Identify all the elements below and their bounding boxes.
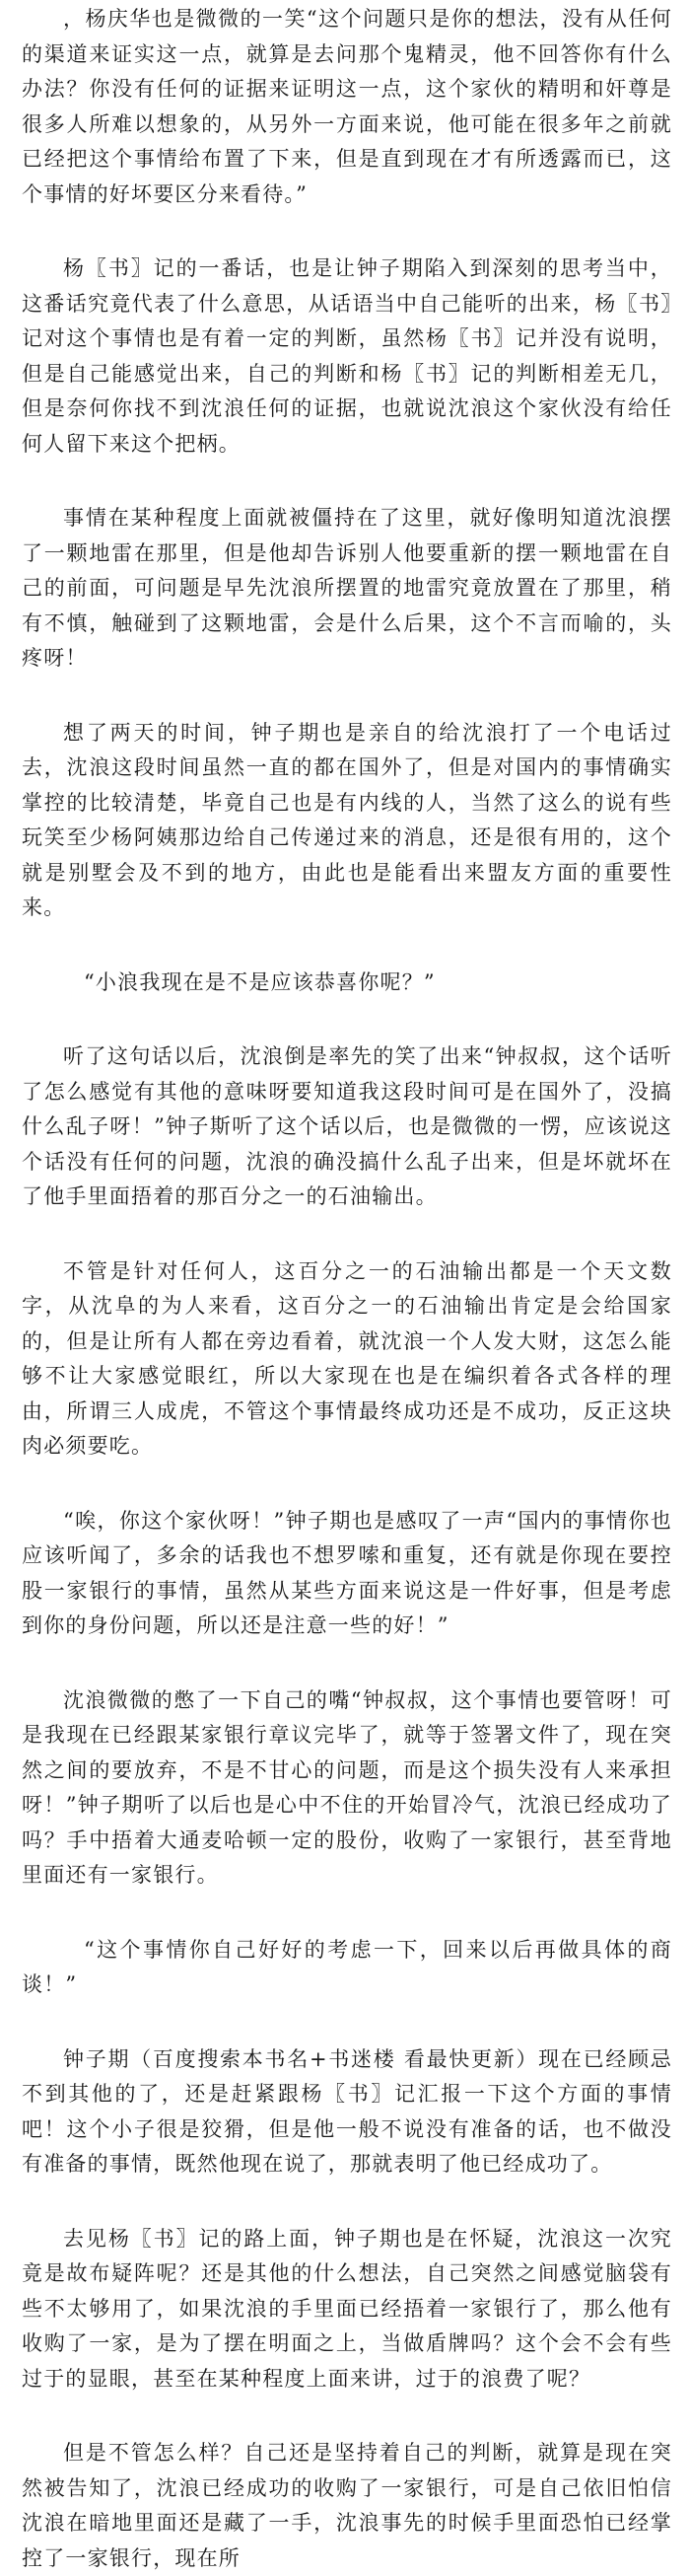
- paragraph-3: 事情在某种程度上面就被僵持在了这里，就好像明知道沈浪摆了一颗地雷在那里，但是他却告诉别人他要重新的摆一颗地雷在自己的前面，可问题是早先沈浪所摆置的地雷究竟放置在了那里，稍有不慎，触碰到了这颗地雷，会是什么后果，这个不言而喻的，头疼呀！: [22, 506, 672, 670]
- paragraph-2: 杨〖书〗记的一番话，也是让钟子期陷入到深刻的思考当中，这番话究竟代表了什么意思，从话语当中自己能听的出来，杨〖书〗记对这个事情也是有着一定的判断，虽然杨〖书〗记并没有说明，但是自己能感觉出来，自己的判断和杨〖书〗记的判断相差无几，但是奈何你找不到沈浪任何的证据，也就说沈浪这个家伙没有给任何人留下来这个把柄。: [22, 256, 672, 456]
- paragraph-7: 不管是针对任何人，这百分之一的石油输出都是一个天文数字，从沈阜的为人来看，这百分之一的石油输出肯定是会给国家的，但是让所有人都在旁边看着，就沈浪一个人发大财，这怎么能够不让大家感觉眼红，所以大家现在也是在编织着各式各样的理由，所谓三人成虎，不管这个事情最终成功还是不成功，反正这块肉必须要吃。: [22, 1258, 672, 1458]
- paragraph-12: 去见杨〖书〗记的路上面，钟子期也是在怀疑，沈浪这一次究竟是故布疑阵呢？还是其他的什么想法，自己突然之间感觉脑袋有些不太够用了，如果沈浪的手里面已经捂着一家银行了，那么他有收购了一家，是为了摆在明面之上，当做盾牌吗？这个会不会有些过于的显眼，甚至在某种程度上面来讲，过于的浪费了呢？: [22, 2226, 672, 2391]
- paragraph-13: 但是不管怎么样？自己还是坚持着自己的判断，就算是现在突然被告知了，沈浪已经成功的收购了一家银行，可是自己依旧怕信沈浪在暗地里面还是藏了一手，沈浪事先的时候手里面恐怕已经掌控了一家银行，现在所: [22, 2441, 672, 2570]
- paragraph-5-quote: “小浪我现在是不是应该恭喜你呢？”: [84, 969, 436, 994]
- paragraph-10-quote: “这个事情你自己好好的考虑一下，回来以后再做具体的商谈！”: [22, 1937, 672, 1996]
- paragraph-11: 钟子期（百度搜索本书名+书迷楼 看最快更新）现在已经顾忌不到其他的了，还是赶紧跟杨〖书〗记汇报一下这个方面的事情吧！这个小子很是狡猾，但是他一般不说没有准备的话，也不做没有准备的事情，既然他现在说了，那就表明了他已经成功了。: [22, 2046, 672, 2176]
- paragraph-4: 想了两天的时间，钟子期也是亲自的给沈浪打了一个电话过去，沈浪这段时间虽然一直的都在国外了，但是对国内的事情确实掌控的比较清楚，毕竟自己也是有内线的人，当然了这么的说有些玩笑至少杨阿姨那边给自己传递过来的消息，还是很有用的，这个就是别墅会及不到的地方，由此也是能看出来盟友方面的重要性来。: [22, 720, 672, 919]
- paragraph-9: 沈浪微微的憋了一下自己的嘴“钟叔叔，这个事情也要管呀！可是我现在已经跟某家银行章议完毕了，就等于签署文件了，现在突然之间的要放弃，不是不甘心的问题，而是这个损失没有人来承担呀！”钟子期听了以后也是心中不住的开始冒冷气，沈浪已经成功了吗？手中捂着大通麦哈顿一定的股份，收购了一家银行，甚至背地里面还有一家银行。: [22, 1687, 672, 1887]
- paragraph-8: “唉，你这个家伙呀！”钟子期也是感叹了一声“国内的事情你也应该听闻了，多余的话我也不想罗嗦和重复，还有就是你现在要控股一家银行的事情，虽然从某些方面来说这是一件好事，但是考虑到你的身份问题，所以还是注意一些的好！”: [22, 1508, 672, 1637]
- paragraph-6: 听了这句话以后，沈浪倒是率先的笑了出来“钟叔叔，这个话听了怎么感觉有其他的意味呀要知道我这段时间可是在国外了，没搞什么乱子呀！”钟子斯听了这个话以后，也是微微的一愣，应该说这个话没有任何的问题，沈浪的确没搞什么乱子出来，但是坏就坏在了他手里面捂着的那百分之一的石油输出。: [22, 1044, 672, 1208]
- paragraph-1: ，杨庆华也是微微的一笑“这个问题只是你的想法，没有从任何的渠道来证实这一点，就算是去问那个鬼精灵，他不回答你有什么办法？你没有任何的证据来证明这一点，这个家伙的精明和奸尊是很多人所难以想象的，从另外一方面来说，他可能在很多年之前就已经把这个事情给布置了下来，但是直到现在才有所透露而已，这个事情的好坏要区分来看待。”: [22, 7, 672, 206]
